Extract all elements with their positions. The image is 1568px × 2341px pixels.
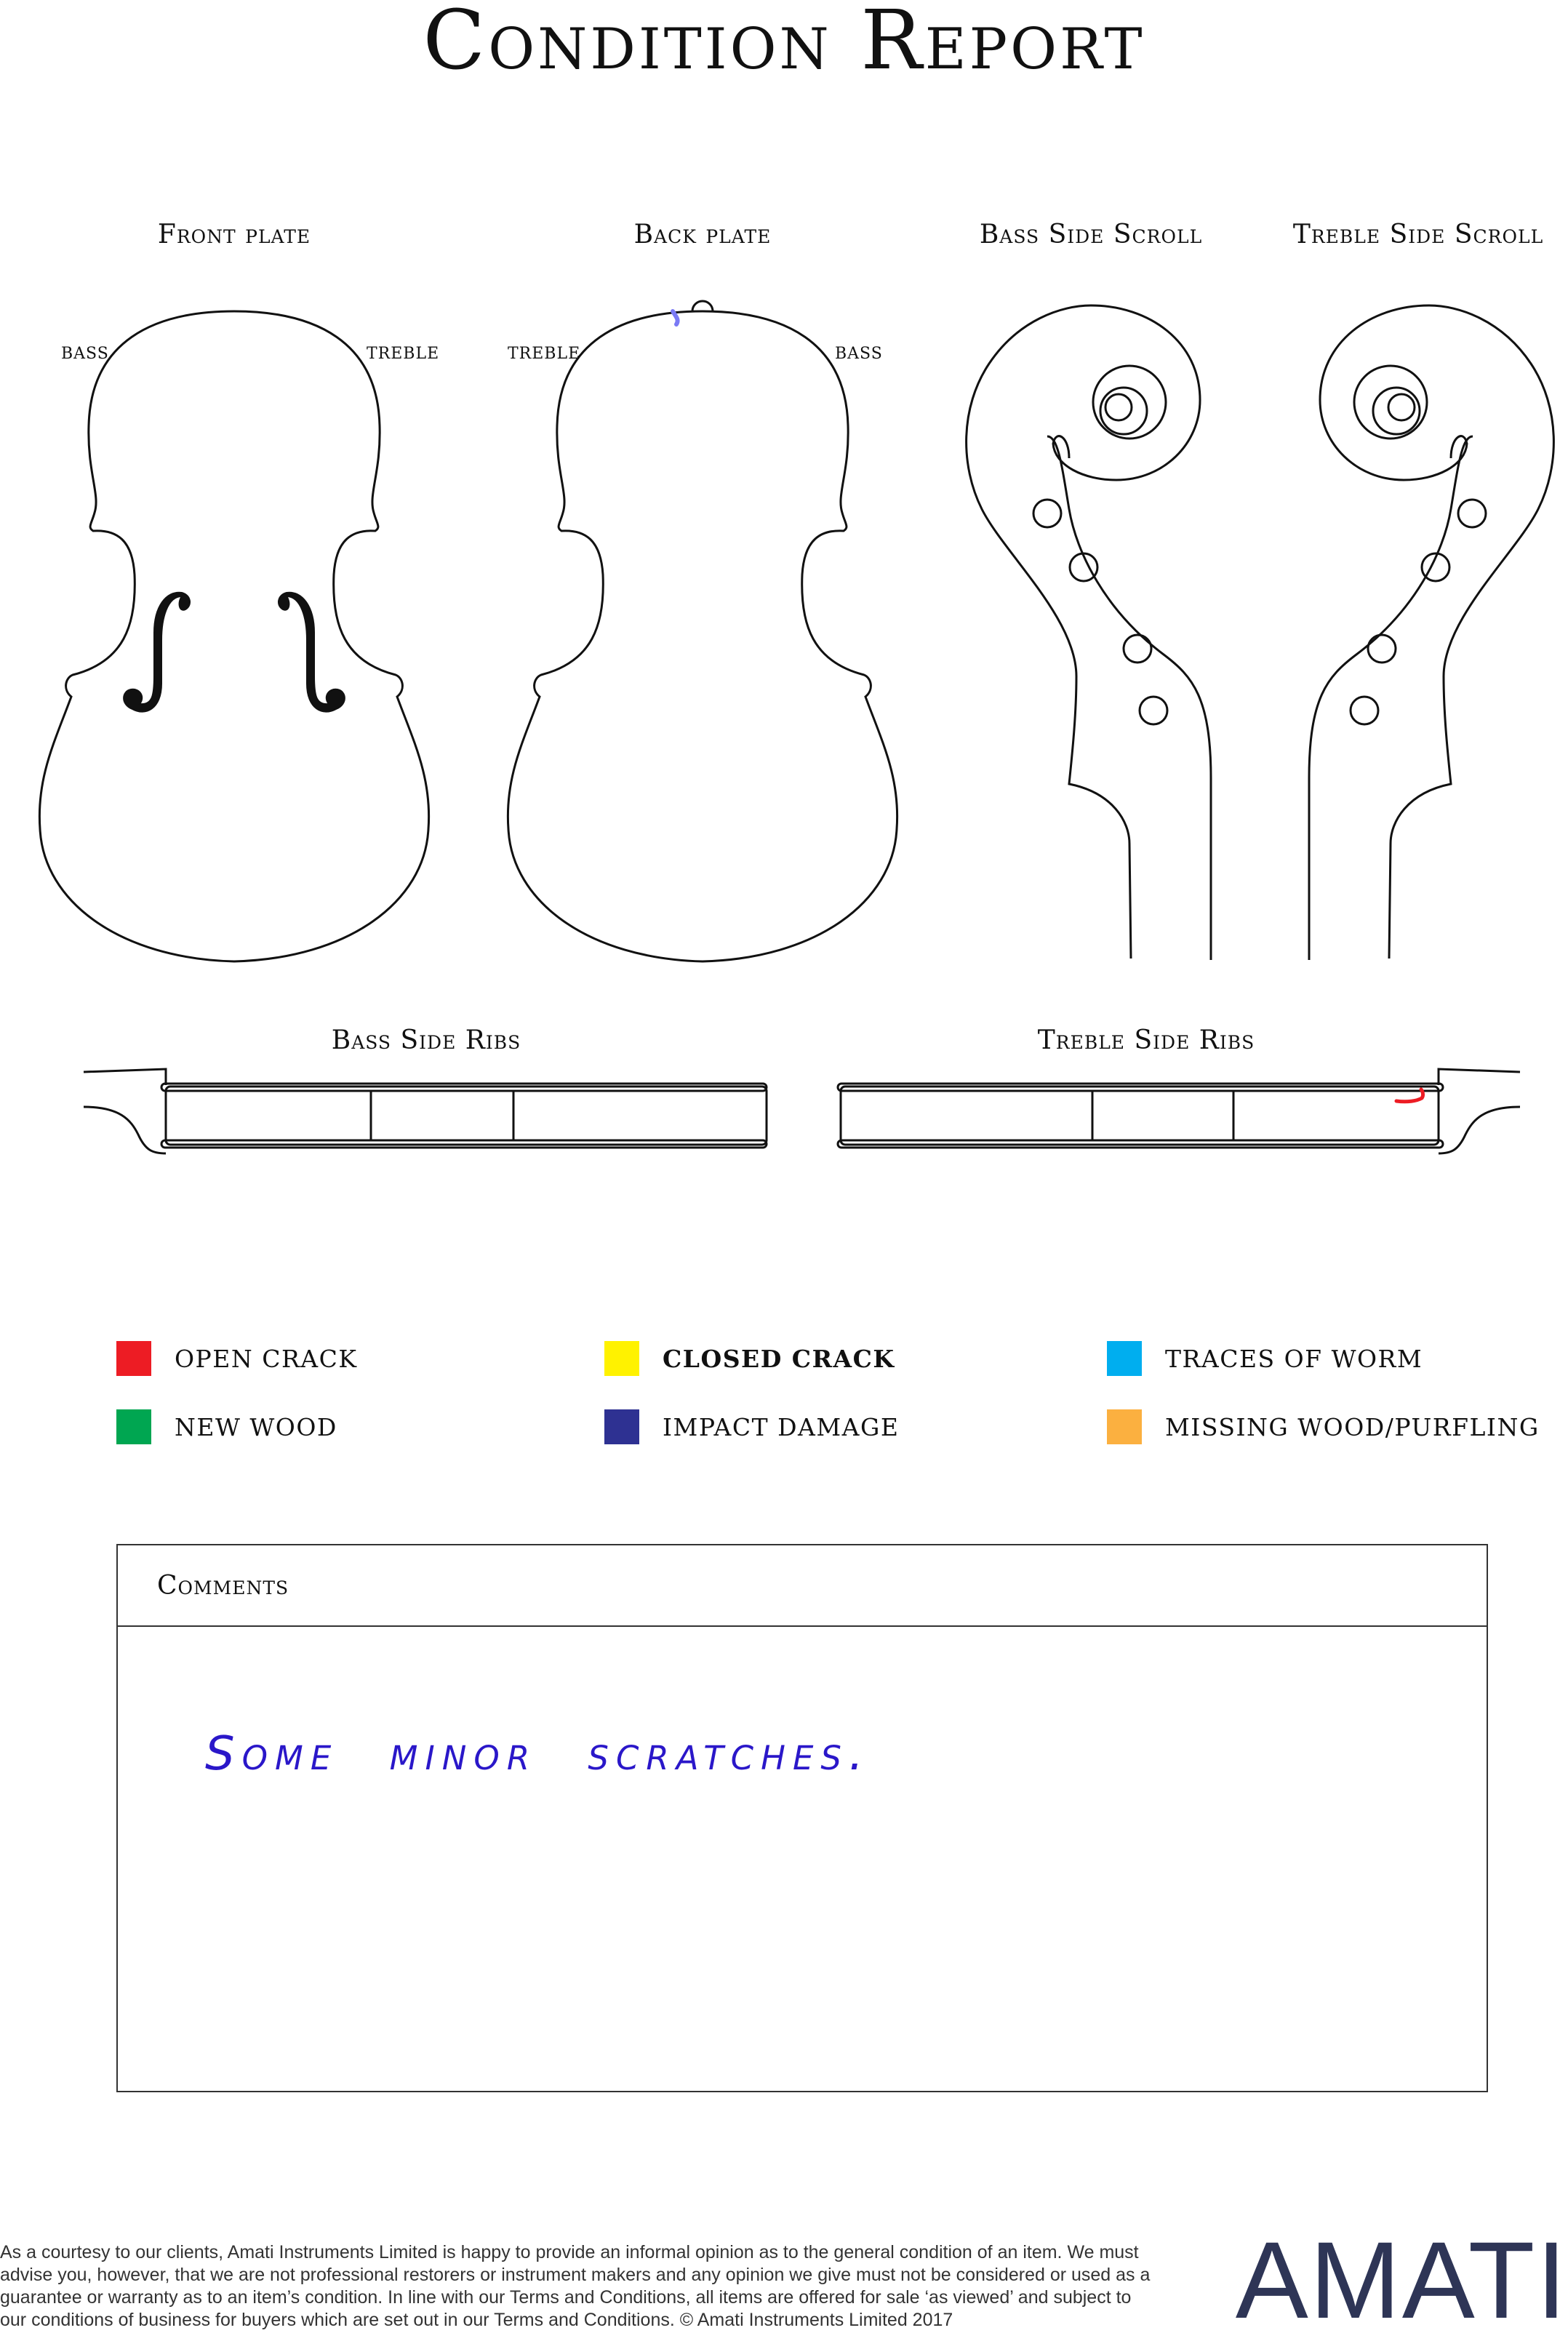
treble-scroll-outline bbox=[1309, 305, 1553, 960]
legend-label: CLOSED CRACK bbox=[663, 1344, 895, 1373]
treble-ribs-outline bbox=[1439, 1069, 1520, 1153]
impact-damage-swatch bbox=[604, 1409, 639, 1444]
open-crack-swatch bbox=[116, 1341, 151, 1376]
handwritten-comment: Some minor scratches. bbox=[205, 1727, 871, 1781]
disclaimer-text: As a courtesy to our clients, Amati Instruments Limited is happy to provide an informal opinion as to the general condition of an item. We must advise you, however, that we are not professional restorers or instrument makers and any opinion we give must not be considered or used as a guarantee or warranty as to an item’s condition. In line with our Terms and Conditions, all items are offered for sale ‘as viewed’ and subject to our conditions of business for buyers which are set out in our Terms and Conditions. © Amati Instruments Limited 2017 bbox=[0, 2242, 1151, 2330]
closed-crack-swatch bbox=[604, 1341, 639, 1376]
new-wood-swatch bbox=[116, 1409, 151, 1444]
treble-side-scroll-label: Treble Side Scroll bbox=[1292, 220, 1544, 249]
legend-label: OPEN CRACK bbox=[175, 1344, 358, 1373]
comments-box[interactable] bbox=[116, 1544, 1488, 2092]
bass-ribs-outline bbox=[84, 1069, 166, 1153]
missing-wood-swatch bbox=[1107, 1409, 1142, 1444]
legend-traces-of-worm bbox=[1107, 1340, 1423, 1377]
front-bass-label: BASS bbox=[61, 345, 109, 363]
legend-closed-crack bbox=[604, 1340, 895, 1377]
legend-new-wood bbox=[116, 1409, 337, 1445]
back-treble-label: TREBLE bbox=[508, 345, 581, 363]
back-plate-button bbox=[692, 301, 713, 311]
traces-of-worm-swatch bbox=[1107, 1341, 1142, 1376]
front-plate-label: Front plate bbox=[157, 220, 311, 249]
treble-side-ribs-label: Treble Side Ribs bbox=[1037, 1025, 1255, 1055]
legend-label: IMPACT DAMAGE bbox=[663, 1412, 900, 1441]
comments-title: Comments bbox=[157, 1570, 289, 1601]
front-treble-label: TREBLE bbox=[367, 345, 440, 363]
back-bass-label: BASS bbox=[835, 345, 883, 363]
legend-open-crack bbox=[116, 1340, 358, 1377]
legend-impact-damage bbox=[604, 1409, 899, 1445]
bass-side-ribs-label: Bass Side Ribs bbox=[331, 1025, 521, 1055]
legend-label: MISSING WOOD/PURFLING bbox=[1165, 1412, 1540, 1441]
legend-label: TRACES OF WORM bbox=[1165, 1344, 1423, 1373]
back-plate-outline bbox=[508, 311, 897, 961]
legend-label: NEW WOOD bbox=[175, 1412, 337, 1441]
bass-side-scroll-label: Bass Side Scroll bbox=[979, 220, 1203, 249]
bass-scroll-outline bbox=[967, 305, 1211, 960]
amati-logo: AMATI bbox=[1235, 2219, 1568, 2341]
back-plate-label: Back plate bbox=[633, 220, 772, 249]
legend-missing-wood bbox=[1107, 1409, 1540, 1445]
page-title: Condition Report bbox=[423, 0, 1145, 88]
front-plate-outline bbox=[39, 311, 428, 961]
f-holes bbox=[124, 593, 345, 712]
comments-header bbox=[118, 1545, 1487, 1627]
